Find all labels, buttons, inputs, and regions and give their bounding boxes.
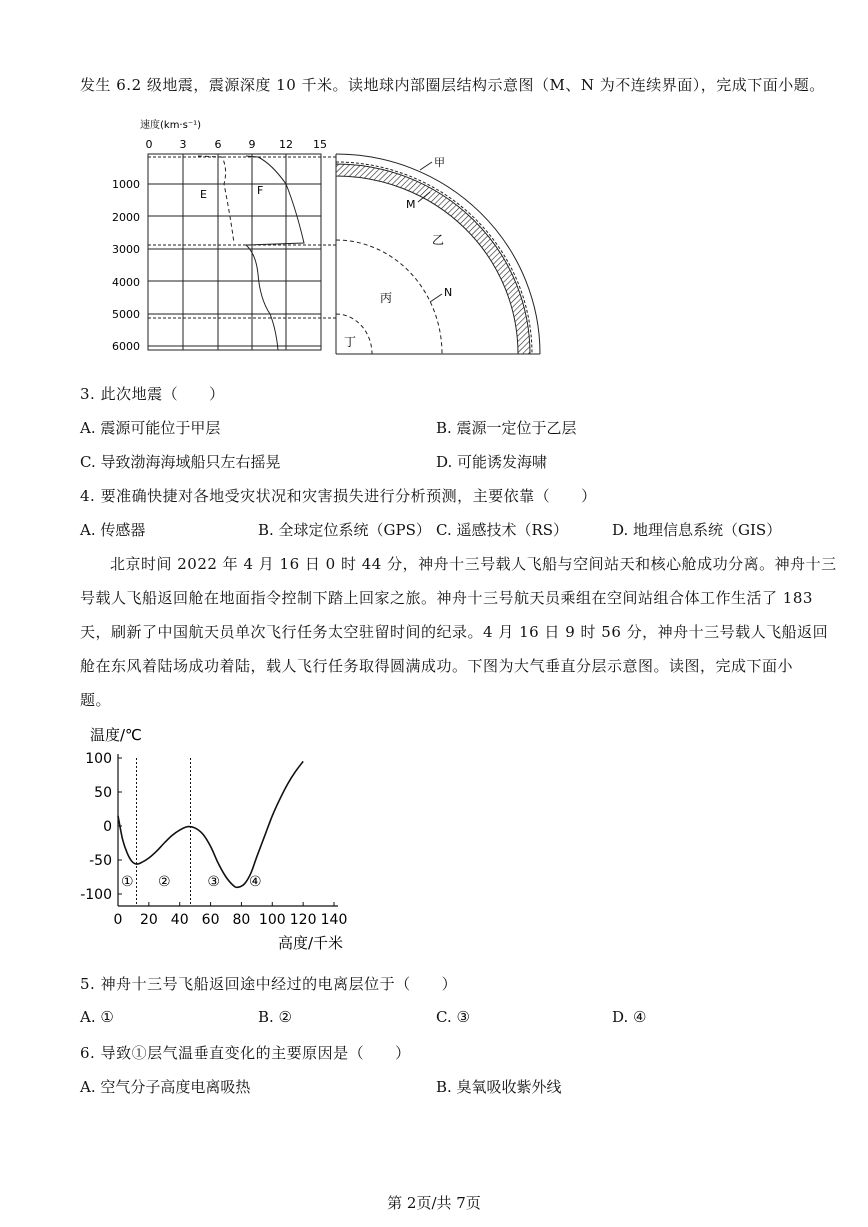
q4-option-d[interactable]: D. 地理信息系统（GIS） [612,521,782,539]
x-tick-label: 40 [170,912,189,928]
chart-ylabel: 温度/℃ [90,726,142,744]
q4-option-b[interactable]: B. 全球定位系统（GPS） [258,521,431,539]
q4-option-c[interactable]: C. 遥感技术（RS） [436,521,569,539]
depth-tick: 5000 [112,308,140,321]
passage-line: 舱在东风着陆场成功着陆，载人飞行任务取得圆满成功。下图为大气垂直分层示意图。读图，完成下面小 [80,657,794,675]
y-tick-label: 0 [103,819,112,835]
question-number: 5. [80,975,101,993]
question-6-stem [80,1042,411,1063]
intro-line: 发生 6.2 级地震，震源深度 10 千米。读地球内部圈层结构示意图（M、N 为不连续界面），完成下面小题。 [80,76,825,94]
question-number: 4. [80,487,101,505]
q3-option-c[interactable]: C. 导致渤海海域船只左右摇晃 [80,453,281,471]
y-tick-label: -50 [89,853,112,869]
layer-label-n: N [444,286,453,299]
boundary-dashes [148,157,336,318]
speed-grid [148,154,321,350]
y-tick-label: -100 [80,887,112,903]
depth-tick: 1000 [112,178,140,191]
wave-label-e: E [200,188,207,201]
speed-tick: 3 [179,138,187,151]
earth-quarter-section [336,154,540,354]
layer-marker: ④ [249,873,262,890]
y-tick-label: 100 [85,751,112,767]
x-tick-label: 60 [201,912,220,928]
passage-line: 北京时间 2022 年 4 月 16 日 0 时 44 分，神舟十三号载人飞船与空间站天和核心舱成功分离。神舟十三 [110,555,837,573]
x-tick-label: 0 [113,912,123,928]
atmosphere-temperature-chart [80,722,370,958]
q3-option-d[interactable]: D. 可能诱发海啸 [436,453,548,471]
x-tick-label: 100 [258,912,286,928]
q3-option-b[interactable]: B. 震源一定位于乙层 [436,419,577,437]
depth-tick: 4000 [112,276,140,289]
q6-option-a[interactable]: A. 空气分子高度电离吸热 [80,1078,251,1096]
speed-tick: 6 [214,138,222,151]
depth-ticks [112,178,140,353]
question-4-stem [80,485,597,506]
page-footer: 第 2页/共 7页 [387,1194,481,1212]
speed-tick: 12 [279,138,293,151]
layer-marker: ② [158,873,171,890]
x-tick-label: 120 [289,912,317,928]
passage-line: 天，刷新了中国航天员单次飞行任务太空驻留时间的纪录。4 月 16 日 9 时 56 分，神舟十三号载人飞船返回 [80,623,829,641]
passage-line: 题。 [80,691,112,709]
question-number: 6. [80,1044,101,1062]
q5-option-a[interactable]: A. ① [80,1008,114,1026]
depth-tick: 2000 [112,211,140,224]
speed-axis-label: 速度(km·s⁻¹) [140,120,202,131]
wave-label-f: F [257,184,264,197]
speed-ticks [146,138,328,151]
layer-marker: ① [120,873,134,890]
question-5-stem [80,973,457,994]
passage-line: 号载人飞船返回舱在地面指令控制下踏上回家之旅。神舟十三号航天员乘组在空间站组合体工作生活了 183 [80,589,813,607]
speed-tick: 9 [248,138,256,151]
layer-marker: ③ [207,873,220,890]
layer-label-jia: 甲 [434,156,445,169]
layer-label-ding: 丁 [344,335,357,349]
layer-label-m: M [406,198,416,211]
layer-label-yi: 乙 [432,233,445,247]
question-number: 3. [80,385,101,403]
x-tick-label: 20 [139,912,158,928]
question-3-stem [80,383,225,404]
speed-tick: 0 [145,138,153,151]
y-tick-label: 50 [94,785,112,801]
x-tick-label: 80 [232,912,251,928]
x-tick-label: 140 [320,912,348,928]
temperature-curve [118,761,303,887]
q4-option-a[interactable]: A. 传感器 [80,521,146,539]
speed-tick: 15 [313,138,327,151]
earth-interior-figure [100,114,570,364]
layer-label-bing: 丙 [380,291,393,305]
q6-option-b[interactable]: B. 臭氧吸收紫外线 [436,1078,562,1096]
q3-option-a[interactable]: A. 震源可能位于甲层 [80,419,221,437]
question-text: 导致①层气温垂直变化的主要原因是（ ） [100,1044,411,1062]
question-text: 神舟十三号飞船返回途中经过的电离层位于（ ） [100,975,458,993]
wave-f-curve [246,156,304,350]
q5-option-b[interactable]: B. ② [258,1008,293,1026]
depth-tick: 6000 [112,340,140,353]
depth-tick: 3000 [112,243,140,256]
question-text: 此次地震（ ） [100,385,225,403]
q5-option-c[interactable]: C. ③ [436,1008,470,1026]
q5-option-d[interactable]: D. ④ [612,1008,647,1026]
question-text: 要准确快捷对各地受灾状况和灾害损失进行分析预测，主要依靠（ ） [100,487,597,505]
chart-xlabel: 高度/千米 [278,934,344,952]
